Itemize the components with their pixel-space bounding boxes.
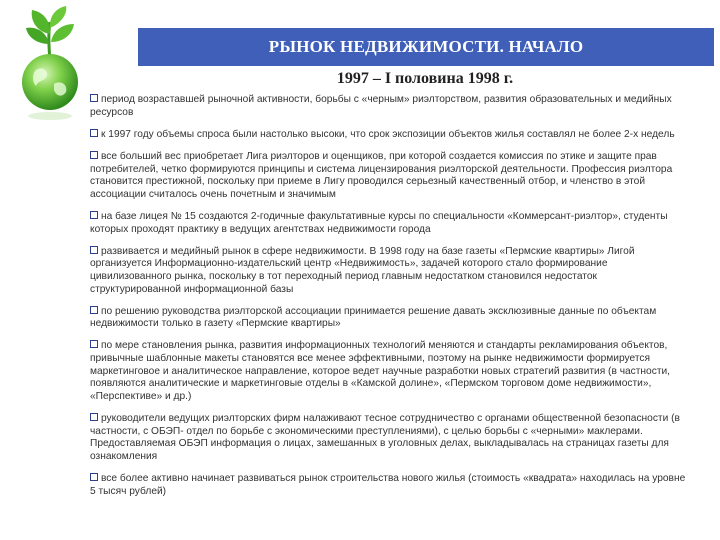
list-item [90,340,688,403]
list-item [90,413,688,463]
list-item-text: на базе лицея № 15 создаются 2-годичные факультативные курсы по специальности «Коммерсант-риэлтор», студенты которых проходят практику в ведущих агентствах недвижимости города [90,210,668,235]
list-item-text: все более активно начинает развиваться рынок строительства нового жилья (стоимость «квадрата» находилась на уровне 5 тысяч рублей) [90,473,686,497]
slide-title: РЫНОК НЕДВИЖИМОСТИ. НАЧАЛО [138,28,714,66]
square-bullet-icon [90,473,98,481]
square-bullet-icon [90,211,98,219]
square-bullet-icon [90,413,98,421]
list-item-text: руководители ведущих риэлторских фирм налаживают тесное сотрудничество с органами общественной безопасности (в частности, с ОБЭП- отдел по борьбе с экономическими преступлениями), с целью борьбы с «черными» маклерами. Предоставляемая ОБЭП информация о лицах, замешанных в уголовных делах, выкладывалась на страницах газеты для ознакомления [90,413,680,462]
list-item [90,473,688,498]
list-item [90,94,688,119]
subtitle-text: 1997 – I половина 1998 г. [336,70,514,87]
list-item [90,211,688,236]
list-item [90,246,688,296]
square-bullet-icon [90,246,98,254]
list-item-text: все больший вес приобретает Лига риэлторов и оценщиков, при которой создается комиссия по этике и защите прав потребителей, четко формируются принципы и система лицензирования риэлторской деятельности. Профессия риэлтора становится престижной, поскольку при приеме в Лигу проводился серьезный качественный отбор, и членство в этой ассоциации считалось очень почетным и значимым [90,150,673,200]
bullet-list [90,94,688,508]
list-item-text: по решению руководства риэлторской ассоциации принимается решение давать эксклюзивные данные по объектам недвижимости только в газету «Пермские квартиры» [90,305,657,330]
square-bullet-icon [90,129,98,137]
list-item [90,129,688,142]
list-item-text: по мере становления рынка, развития информационных технологий меняются и стандарты рекламирования объектов, привычные шаблонные макеты становятся все менее эффективными, поэтому на рынке недвижимости формируется маркетинговое и аналитическое направление, которое ведет научные разработки новых стратегий развития (в частности, появляются аналитические и маркетинговые отделы в «Камской долине», «Пермском торговом доме недвижимости», «Перспективе» и др.) [90,340,671,402]
slide-subtitle [0,70,720,88]
square-bullet-icon [90,306,98,314]
green-globe-with-sprout-icon [14,4,86,124]
square-bullet-icon [90,151,98,159]
list-item-text: развивается и медийный рынок в сфере недвижимости. В 1998 году на базе газеты «Пермские квартиры» Лигой организуется Информационно-издательский центр «Недвижимость», задачей которого стало формирование цивилизованного рынка, поскольку в тот переходный период главным недостатком становился недостаток структурированной информационной базы [90,245,635,295]
square-bullet-icon [90,340,98,348]
list-item [90,151,688,201]
list-item-text: к 1997 году объемы спроса были настолько высоки, что срок экспозиции объектов жилья составлял не более 2-х недель [101,128,675,140]
list-item [90,306,688,331]
square-bullet-icon [90,94,98,102]
list-item-text: период возраставшей рыночной активности, борьбы с «черным» риэлторством, развития образовательных и медийных ресурсов [90,94,672,118]
